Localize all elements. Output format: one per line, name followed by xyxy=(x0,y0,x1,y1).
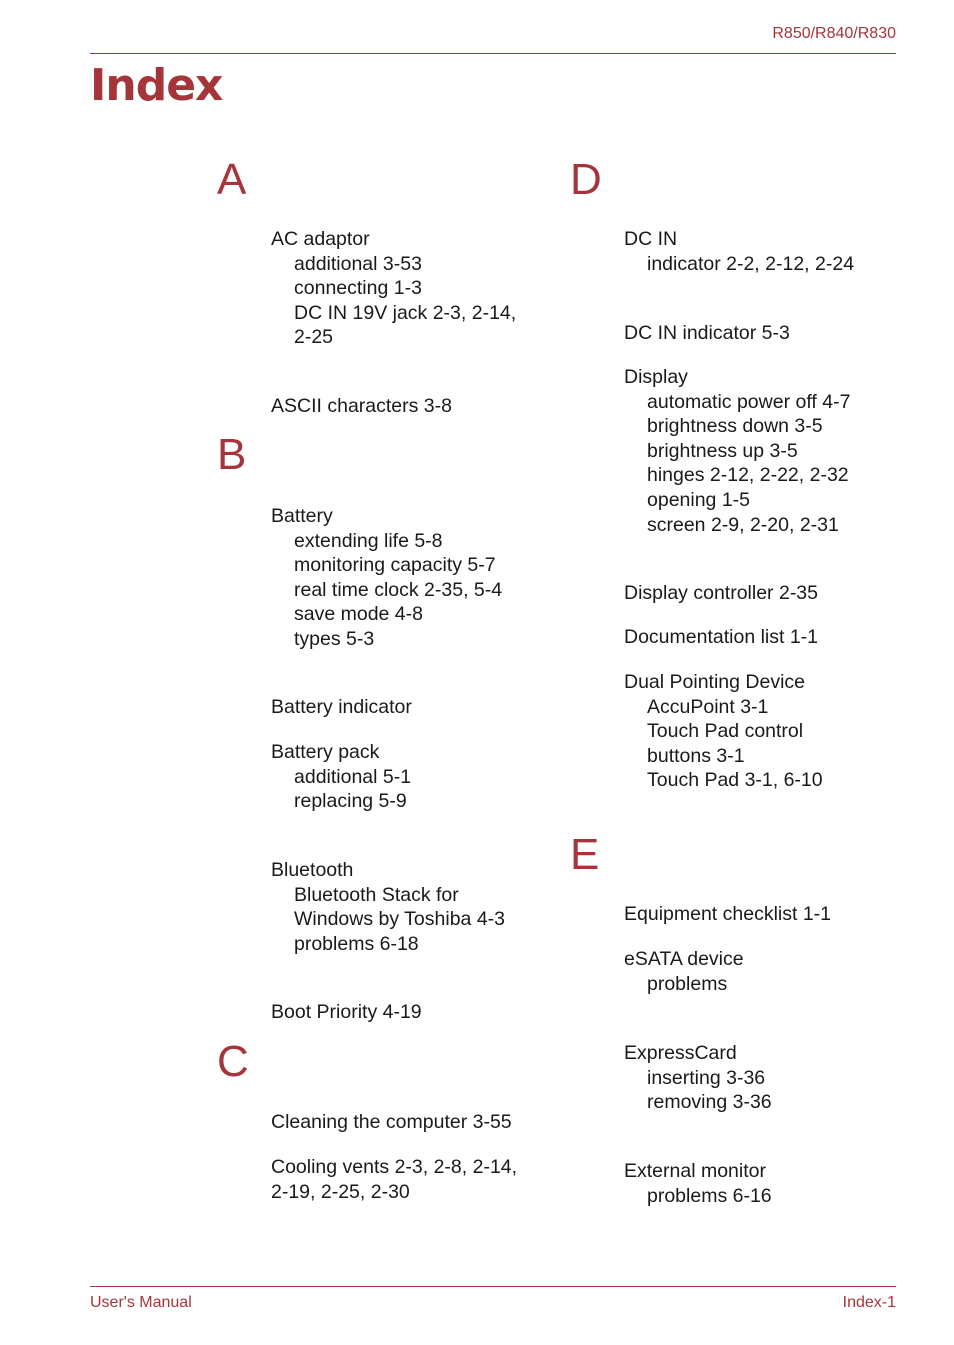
index-entry-expresscard xyxy=(624,1041,772,1115)
index-entry-cleaning xyxy=(271,1110,512,1135)
index-entry-equipment-checklist xyxy=(624,902,831,927)
entry-sub: Windows by Toshiba 4-3 xyxy=(294,908,505,931)
index-entry-display-controller xyxy=(624,581,818,606)
entry-main: Battery xyxy=(271,505,333,527)
entry-continuation: 2-19, 2-25, 2-30 xyxy=(271,1180,410,1203)
index-entry-display xyxy=(624,365,850,537)
section-letter-e: E xyxy=(570,830,600,879)
entry-sub: extending life 5-8 xyxy=(294,529,443,552)
entry-sub: monitoring capacity 5-7 xyxy=(294,554,496,577)
entry-main: Display controller 2-35 xyxy=(624,582,819,604)
header-rule xyxy=(90,53,896,54)
section-letter-d: D xyxy=(570,155,602,204)
entry-main: eSATA device xyxy=(624,948,744,970)
entry-main: ASCII characters 3-8 xyxy=(271,395,452,417)
entry-sub: 2-25 xyxy=(294,326,334,349)
section-letter-b: B xyxy=(217,430,247,479)
entry-sub: automatic power off 4-7 xyxy=(647,390,851,413)
index-entry-dual-pointing-device xyxy=(624,670,823,793)
entry-sub: connecting 1-3 xyxy=(294,277,422,300)
entry-sub: buttons 3-1 xyxy=(647,744,745,767)
entry-main: AC adaptor xyxy=(271,228,370,250)
entry-sub: Touch Pad 3-1, 6-10 xyxy=(647,769,823,792)
entry-sub: types 5-3 xyxy=(294,627,375,650)
entry-sub: replacing 5-9 xyxy=(294,790,407,813)
entry-sub: DC IN 19V jack 2-3, 2-14, xyxy=(294,301,517,324)
entry-sub: brightness down 3-5 xyxy=(647,415,823,438)
index-entry-documentation-list xyxy=(624,625,818,650)
entry-sub: problems xyxy=(647,972,728,995)
entry-main: DC IN xyxy=(624,228,678,250)
entry-main: Equipment checklist 1-1 xyxy=(624,903,832,925)
entry-main: Documentation list 1-1 xyxy=(624,626,819,648)
index-entry-dc-in xyxy=(624,227,854,276)
footer-rule xyxy=(90,1286,896,1287)
entry-main: Cooling vents 2-3, 2-8, 2-14, xyxy=(271,1156,518,1178)
section-letter-c: C xyxy=(217,1037,249,1086)
entry-sub: inserting 3-36 xyxy=(647,1066,766,1089)
entry-sub: screen 2-9, 2-20, 2-31 xyxy=(647,513,839,536)
footer-page-number: Index-1 xyxy=(842,1294,896,1311)
entry-sub: indicator 2-2, 2-12, 2-24 xyxy=(647,252,855,275)
index-entry-battery xyxy=(271,504,502,652)
entry-sub: hinges 2-12, 2-22, 2-32 xyxy=(647,464,849,487)
index-entry-esata-device xyxy=(624,947,744,996)
index-entry-ac-adaptor xyxy=(271,227,516,350)
page-title: Index xyxy=(90,60,223,111)
entry-sub: problems 6-18 xyxy=(294,932,419,955)
index-entry-external-monitor xyxy=(624,1159,772,1208)
index-entry-dc-in-indicator xyxy=(624,321,790,346)
entry-sub: additional 3-53 xyxy=(294,252,422,275)
entry-main: Bluetooth xyxy=(271,859,354,881)
entry-sub: problems 6-16 xyxy=(647,1184,772,1207)
index-entry-cooling-vents xyxy=(271,1155,517,1204)
header-model-number: R850/R840/R830 xyxy=(772,25,896,42)
entry-sub: Touch Pad control xyxy=(647,720,804,743)
entry-main: DC IN indicator 5-3 xyxy=(624,322,790,344)
entry-main: Boot Priority 4-19 xyxy=(271,1001,422,1023)
footer-manual-label: User's Manual xyxy=(90,1294,192,1311)
entry-main: Dual Pointing Device xyxy=(624,671,806,693)
entry-main: Display xyxy=(624,366,688,388)
entry-sub: Bluetooth Stack for xyxy=(294,883,459,906)
index-entry-ascii xyxy=(271,394,452,419)
index-entry-battery-indicator xyxy=(271,695,412,720)
entry-sub: additional 5-1 xyxy=(294,765,412,788)
entry-sub: real time clock 2-35, 5-4 xyxy=(294,578,503,601)
entry-main: Battery indicator xyxy=(271,696,412,718)
entry-main: External monitor xyxy=(624,1160,766,1182)
section-letter-a: A xyxy=(217,155,247,204)
entry-sub: removing 3-36 xyxy=(647,1091,772,1114)
entry-main: Battery pack xyxy=(271,741,380,763)
entry-sub: save mode 4-8 xyxy=(294,603,423,626)
index-entry-boot-priority xyxy=(271,1000,422,1025)
entry-sub: opening 1-5 xyxy=(647,488,751,511)
entry-sub: AccuPoint 3-1 xyxy=(647,695,769,718)
index-entry-bluetooth xyxy=(271,858,505,956)
index-entry-battery-pack xyxy=(271,740,411,814)
entry-main: Cleaning the computer 3-55 xyxy=(271,1111,512,1133)
entry-main: ExpressCard xyxy=(624,1042,737,1064)
entry-sub: brightness up 3-5 xyxy=(647,439,798,462)
